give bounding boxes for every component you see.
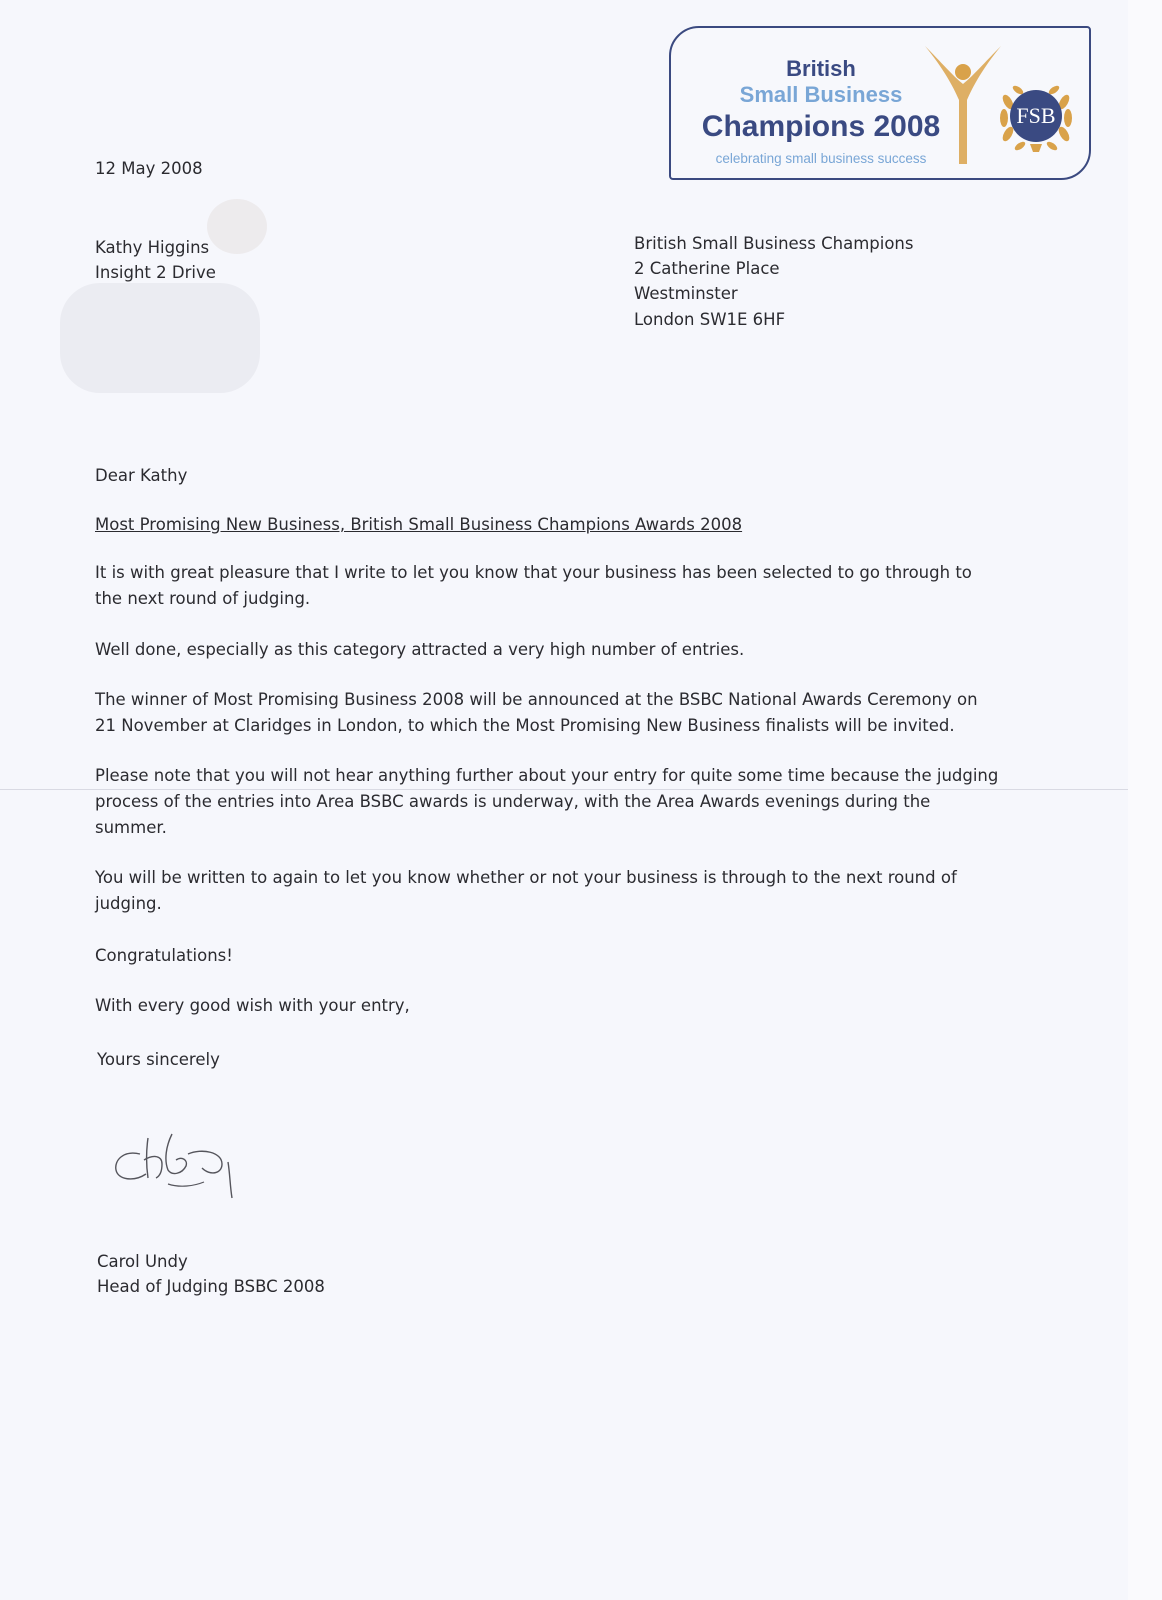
letter-date: 12 May 2008 bbox=[95, 159, 203, 178]
bsbc-logo bbox=[669, 26, 1091, 180]
paragraph-congratulations: Congratulations! bbox=[95, 946, 233, 965]
letter-subject: Most Promising New Business, British Small Business Champions Awards 2008 bbox=[95, 515, 743, 534]
paragraph-judging-process: Please note that you will not hear anything further about your entry for quite some time because the judging process of the entries into Area BSBC awards is underway, with the Area Awards evenings during the summer. bbox=[95, 766, 999, 837]
paper-stain bbox=[207, 199, 267, 254]
recipient-name: Kathy Higgins bbox=[95, 238, 210, 257]
fsb-badge-text: FSB bbox=[1016, 103, 1056, 128]
paragraph-ceremony: The winner of Most Promising Business 2008 will be announced at the BSBC National Awards Ceremony on 21 November at Claridges in London, to which the Most Promising New Business finalists will be invited. bbox=[95, 690, 978, 735]
logo-line-british: British bbox=[786, 56, 856, 81]
closing: Yours sincerely bbox=[97, 1050, 220, 1069]
sender-address-line2: 2 Catherine Place bbox=[634, 259, 780, 278]
recipient-company: Insight 2 Drive bbox=[95, 263, 216, 282]
paragraph-next-round: You will be written to again to let you know whether or not your business is through to the next round of judging. bbox=[95, 868, 957, 913]
sender-address-line1: British Small Business Champions bbox=[634, 234, 914, 253]
logo-line-champions: Champions 2008 bbox=[701, 110, 941, 143]
paragraph-good-wish: With every good wish with your entry, bbox=[95, 996, 410, 1015]
logo-tagline: celebrating small business success bbox=[715, 151, 927, 166]
scan-margin bbox=[1128, 0, 1162, 1600]
salutation: Dear Kathy bbox=[95, 466, 188, 485]
sender-address-line3: Westminster bbox=[634, 284, 738, 303]
signatory-title: Head of Judging BSBC 2008 bbox=[97, 1277, 325, 1296]
paragraph-selection: It is with great pleasure that I write to let you know that your business has been selected to go through to the next round of judging. bbox=[95, 563, 972, 608]
sender-address-line4: London SW1E 6HF bbox=[634, 310, 786, 329]
paragraph-well-done: Well done, especially as this category attracted a very high number of entries. bbox=[95, 640, 745, 659]
handwritten-signature bbox=[110, 1124, 250, 1214]
champion-figure-icon bbox=[923, 38, 1003, 168]
redacted-address-area bbox=[60, 283, 260, 393]
signatory-name: Carol Undy bbox=[97, 1252, 188, 1271]
logo-line-small-business: Small Business bbox=[739, 82, 903, 107]
